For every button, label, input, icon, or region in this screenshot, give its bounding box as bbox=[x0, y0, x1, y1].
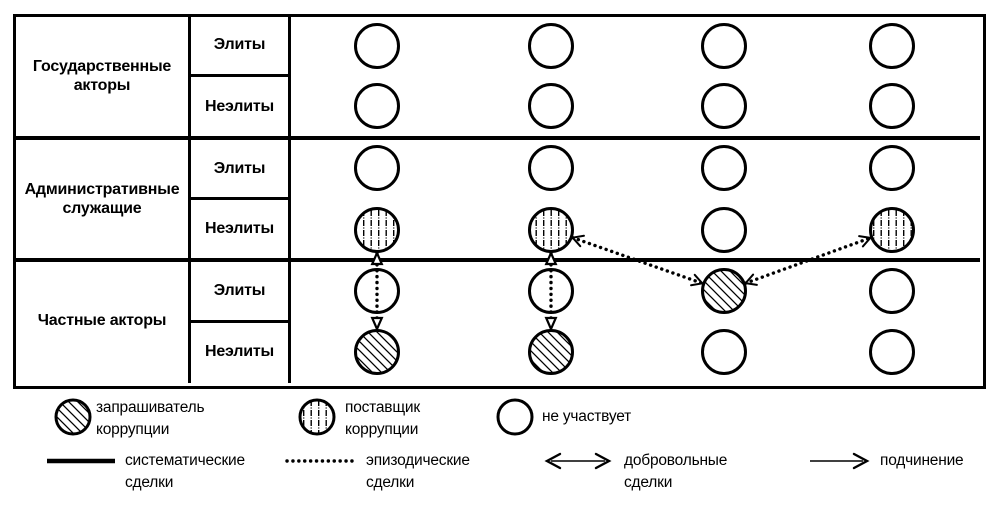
legend-label-requester: запрашиватель коррупции bbox=[96, 399, 205, 438]
row-label-admin-nonelites: Неэлиты bbox=[205, 220, 274, 238]
legend-label-systematic-deals: систематические сделки bbox=[125, 452, 245, 491]
legend-label-subordination: подчинение bbox=[880, 452, 964, 469]
row-label-private-elites: Элиты bbox=[213, 282, 266, 300]
elite-row-divider-admin bbox=[188, 197, 291, 200]
row-label-state-nonelites: Неэлиты bbox=[205, 97, 274, 115]
legend-label-voluntary-deals: добровольные сделки bbox=[624, 452, 728, 491]
group-label-admin-officials: Административные служащие bbox=[24, 180, 180, 217]
group-label-private-actors: Частные акторы bbox=[37, 312, 167, 330]
elite-row-divider-state bbox=[188, 74, 291, 77]
legend-symbol-empty-circle bbox=[498, 400, 532, 434]
legend-label-episodic-deals: эпизодические сделки bbox=[366, 452, 470, 491]
legend-label-not-involved: не участвует bbox=[542, 408, 632, 425]
arrowhead-chevron bbox=[854, 454, 867, 468]
row-label-private-nonelites: Неэлиты bbox=[205, 342, 274, 360]
legend-symbol-vertical-hatch-circle bbox=[300, 400, 334, 434]
row-label-admin-elites: Элиты bbox=[213, 159, 266, 177]
group-divider-state-admin bbox=[13, 136, 980, 140]
group-divider-admin-private bbox=[13, 258, 980, 262]
arrowhead-chevron bbox=[547, 454, 560, 468]
legend-label-supplier: поставщик коррупции bbox=[345, 399, 420, 438]
arrowhead-chevron bbox=[596, 454, 609, 468]
elite-row-divider-private bbox=[188, 320, 291, 323]
legend-symbol-diagonal-hatch-circle bbox=[56, 400, 90, 434]
row-label-state-elites: Элиты bbox=[213, 36, 266, 54]
group-label-state-actors: Государственные акторы bbox=[32, 57, 172, 94]
